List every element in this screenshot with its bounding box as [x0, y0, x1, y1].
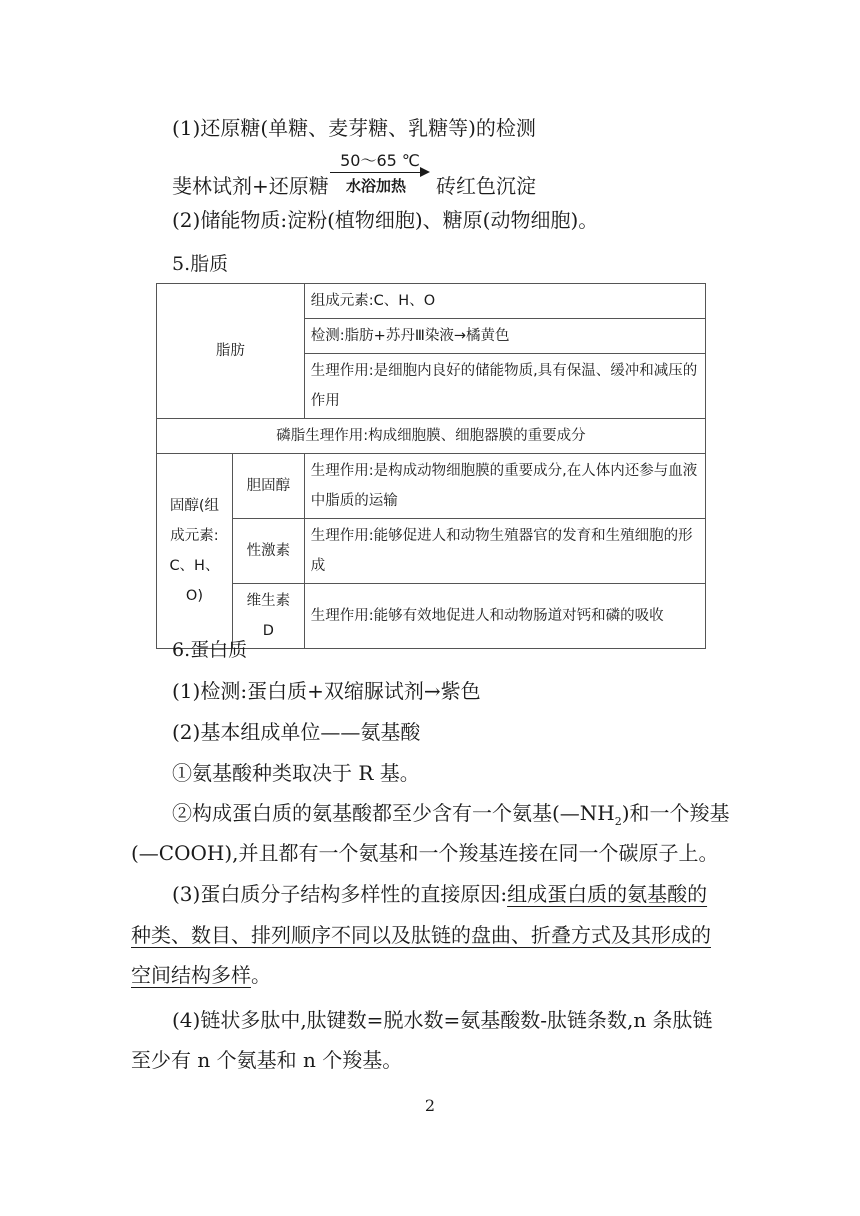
diversity-prefix: (3)蛋白质分子结构多样性的直接原因: — [172, 882, 508, 906]
page-number: 2 — [424, 1096, 436, 1115]
sterol-label: 固醇(组成元素:C、H、O) — [157, 454, 233, 649]
cholesterol-function: 生理作用:是构成动物细胞膜的重要成分,在人体内还参与血液中脂质的运输 — [304, 454, 705, 519]
cholesterol-label: 胆固醇 — [232, 454, 304, 519]
diversity-line3 — [131, 961, 271, 989]
section-heading-protein: 6.蛋白质 — [172, 639, 248, 661]
section-heading-lipids: 5.脂质 — [172, 253, 229, 275]
sex-hormone-function: 生理作用:能够促进人和动物生殖器官的发育和生殖细胞的形成 — [304, 519, 705, 584]
phospholipid-function: 磷脂生理作用:构成细胞膜、细胞器膜的重要成分 — [157, 419, 706, 454]
reaction-condition-temp: 50～65 ℃ — [340, 151, 420, 170]
reducing-sugar-test-line: (1)还原糖(单糖、麦芽糖、乳糖等)的检测 — [172, 116, 536, 140]
amino-acid-structure-a: ②构成蛋白质的氨基酸都至少含有一个氨基(—NH — [172, 801, 615, 825]
fat-function: 生理作用:是细胞内良好的储能物质,具有保温、缓冲和减压的作用 — [304, 354, 705, 419]
amino-acid-type: ①氨基酸种类取决于 R 基。 — [172, 761, 420, 785]
lipid-table — [156, 283, 706, 649]
diversity-underlined-1: 组成蛋白质的氨基酸的 — [507, 882, 708, 906]
reaction-condition-method: 水浴加热 — [345, 177, 406, 195]
sex-hormone-label: 性激素 — [232, 519, 304, 584]
diversity-end: 。 — [251, 963, 271, 987]
diversity-underlined-3: 空间结构多样 — [131, 963, 251, 987]
diversity-line1 — [172, 880, 707, 908]
amino-acid-structure-line2: (—COOH),并且都有一个氨基和一个羧基连接在同一个碳原子上。 — [131, 841, 719, 865]
arrow-line — [330, 172, 422, 173]
storage-substances-line: (2)储能物质:淀粉(植物细胞)、糖原(动物细胞)。 — [172, 208, 599, 232]
diversity-underlined-2: 种类、数目、排列顺序不同以及肽链的盘曲、折叠方式及其形成的 — [131, 923, 711, 947]
reaction-right: 砖红色沉淀 — [436, 174, 536, 198]
amino-acid-structure-line1 — [172, 799, 730, 836]
protein-unit: (2)基本组成单位——氨基酸 — [172, 720, 421, 744]
protein-detection: (1)检测:蛋白质+双缩脲试剂→紫色 — [172, 679, 481, 703]
reaction-left: 斐林试剂+还原糖 — [172, 174, 329, 198]
peptide-bond-line2: 至少有 n 个氨基和 n 个羧基。 — [131, 1048, 403, 1072]
reaction-arrow — [330, 148, 430, 198]
nh2-subscript: 2 — [614, 815, 622, 828]
vitamin-d-function: 生理作用:能够有效地促进人和动物肠道对钙和磷的吸收 — [304, 584, 705, 649]
peptide-bond-line1: (4)链状多肽中,肽键数=脱水数=氨基酸数-肽链条数,n 条肽链 — [172, 1008, 713, 1032]
fat-detection: 检测:脂肪+苏丹Ⅲ染液→橘黄色 — [304, 319, 705, 354]
diversity-line2 — [131, 921, 711, 949]
vitamin-d-label: 维生素 D — [232, 584, 304, 649]
amino-acid-structure-b: )和一个羧基 — [621, 801, 730, 825]
fat-elements: 组成元素:C、H、O — [304, 284, 705, 319]
fat-label: 脂肪 — [157, 284, 305, 419]
